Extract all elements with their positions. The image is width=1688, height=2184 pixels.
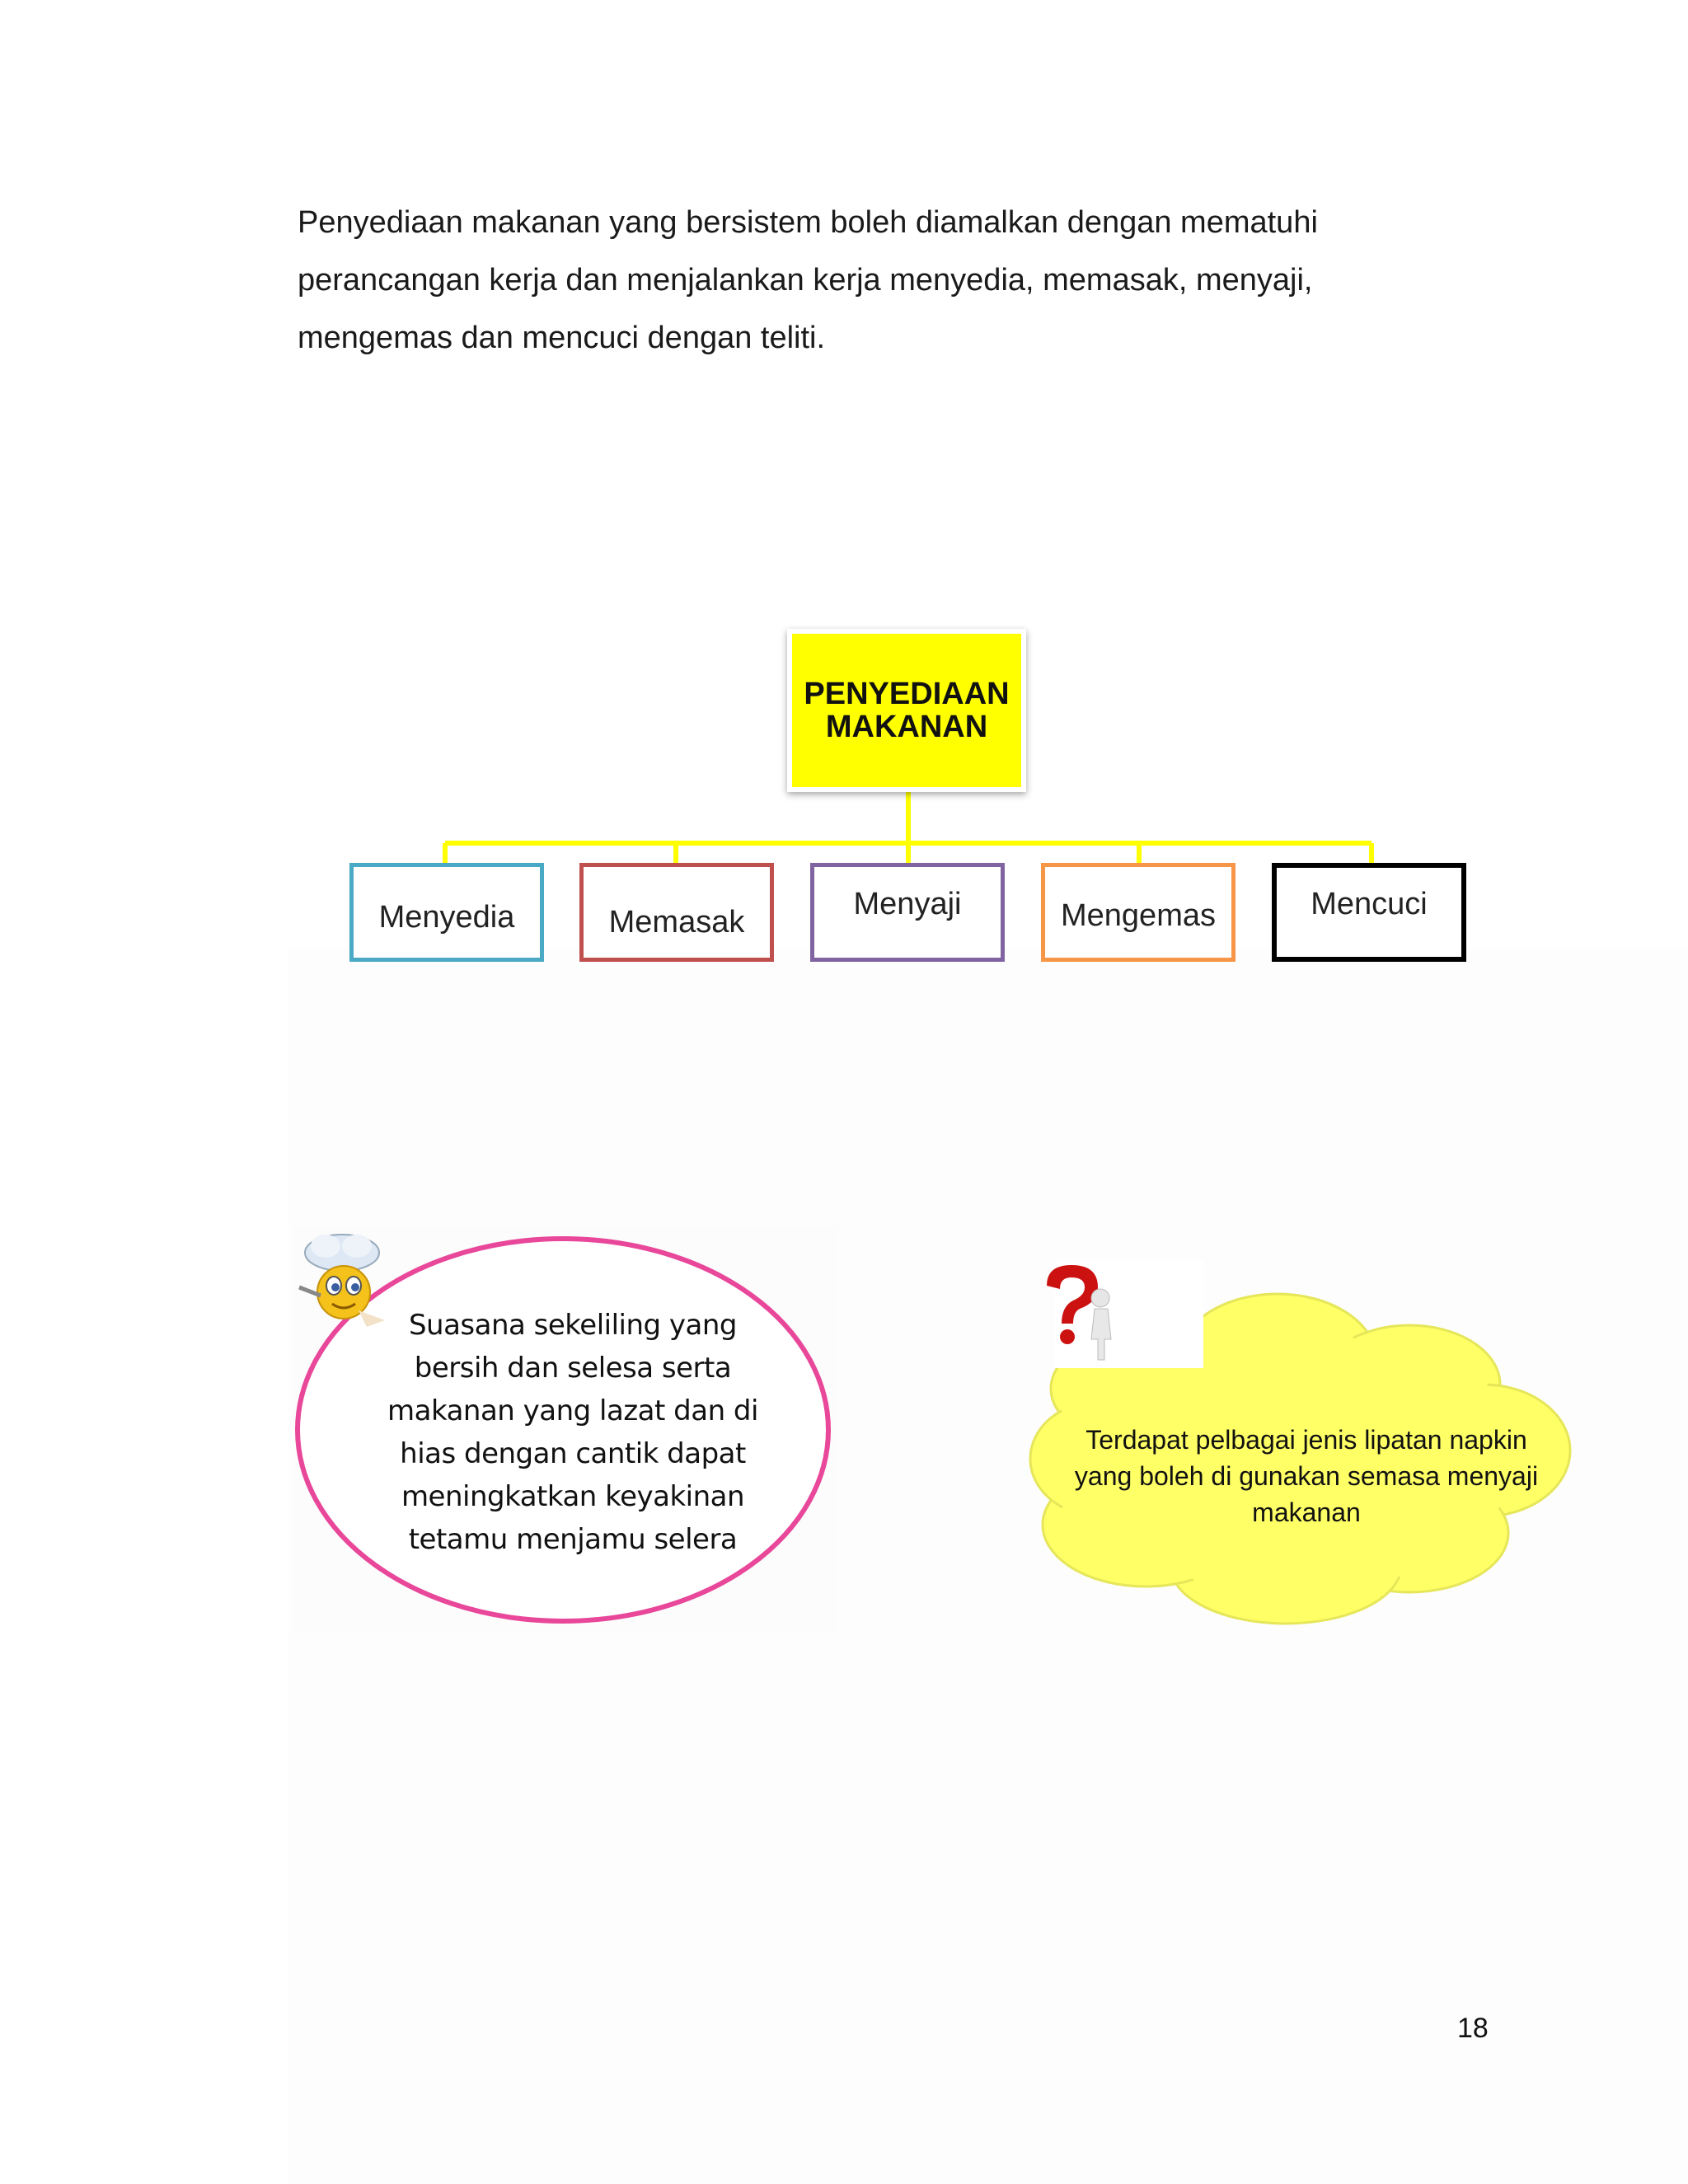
oval-text-line: Suasana sekeliling yang (408, 1309, 738, 1342)
node-label: Mengemas (1061, 898, 1216, 933)
root-label-line: PENYEDIAAN (804, 677, 1010, 711)
org-chart-node-menyedia (349, 863, 544, 962)
oval-text-line: meningkatkan keyakinan (401, 1480, 745, 1513)
oval-callout-text (379, 1304, 767, 1561)
intro-paragraph (298, 194, 1451, 367)
node-label: Mencuci (1311, 886, 1428, 921)
org-chart-connectors (0, 0, 1688, 989)
org-chart-node-memasak (579, 863, 774, 962)
oval-text-line: bersih dan selesa serta (414, 1352, 732, 1385)
cloud-text-line: yang boleh di gunakan semasa menyaji (1074, 1461, 1539, 1491)
org-chart-node-mengemas (1041, 863, 1236, 962)
node-label: Memasak (608, 904, 745, 940)
intro-line: perancangan kerja dan menjalankan kerja menyedia, memasak, menyaji, (298, 263, 1313, 298)
question-mark-figure-icon (1022, 1261, 1146, 1368)
cloud-callout-text (1047, 1422, 1566, 1530)
intro-line: Penyediaan makanan yang bersistem boleh diamalkan dengan mematuhi (298, 205, 1318, 240)
root-label-line: MAKANAN (825, 710, 988, 744)
page-number: 18 (1457, 2013, 1489, 2044)
oval-text-line: makanan yang lazat dan di (387, 1394, 758, 1427)
oval-text-line: tetamu menjamu selera (408, 1523, 738, 1556)
oval-text-line: hias dengan cantik dapat (400, 1437, 746, 1470)
node-label: Menyaji (853, 886, 962, 921)
cloud-callout (1022, 1261, 1582, 1640)
org-chart-node-menyaji (810, 863, 1005, 962)
cloud-text-line: Terdapat pelbagai jenis lipatan napkin (1085, 1425, 1527, 1455)
org-chart-node-mencuci (1272, 863, 1466, 962)
intro-line: mengemas dan mencuci dengan teliti. (298, 321, 826, 355)
node-label: Menyedia (378, 899, 515, 935)
org-chart-root (787, 629, 1026, 792)
oval-callout (293, 1228, 837, 1632)
cloud-text-line: makanan (1252, 1497, 1361, 1527)
